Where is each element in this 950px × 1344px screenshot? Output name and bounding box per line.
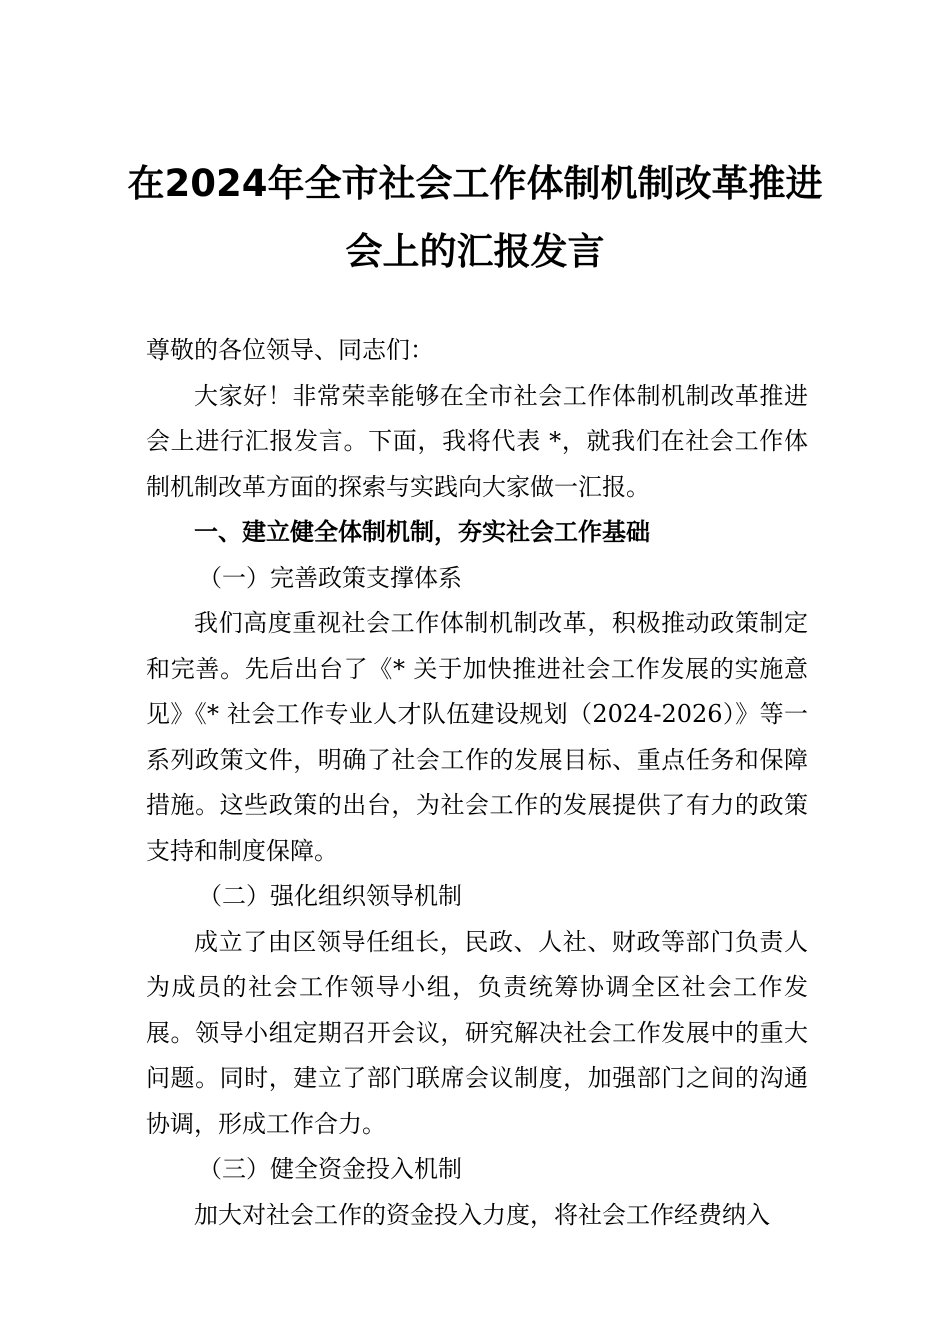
section-heading-1: 一、建立健全体制机制，夯实社会工作基础 bbox=[194, 518, 650, 546]
subsection-paragraph-1: 我们高度重视社会工作体制机制改革，积极推动政策制定和完善。先后出台了《* 关于加快推进社会工作发展的实施意见》《* 社会工作专业人才队伍建设规划（2024-2026）》等一系列政策文件，明确了社会工作的发展目标、重点任务和保障措施。这些政策的出台，为社会工作的发展提供了有力的政策支持和制度保障。 bbox=[146, 609, 808, 865]
subsection-paragraph-3: 加大对社会工作的资金投入力度，将社会工作经费纳入 bbox=[194, 1200, 770, 1229]
greeting: 尊敬的各位领导、同志们： bbox=[146, 336, 434, 364]
subsection-heading-3: （三）健全资金投入机制 bbox=[198, 1155, 462, 1183]
document-body bbox=[146, 328, 808, 1238]
intro-paragraph: 大家好！非常荣幸能够在全市社会工作体制机制改革推进会上进行汇报发言。下面，我将代表 *，就我们在社会工作体制机制改革方面的探索与实践向大家做一汇报。 bbox=[146, 381, 808, 501]
subsection-heading-2: （二）强化组织领导机制 bbox=[198, 882, 462, 910]
document-title-line-2: 会上的汇报发言 bbox=[345, 230, 605, 273]
document-title-line-1: 在2024年全市社会工作体制机制改革推进 bbox=[127, 162, 823, 205]
subsection-heading-1: （一）完善政策支撑体系 bbox=[198, 563, 462, 592]
subsection-paragraph-2: 成立了由区领导任组长，民政、人社、财政等部门负责人为成员的社会工作领导小组，负责统筹协调全区社会工作发展。领导小组定期召开会议，研究解决社会工作发展中的重大问题。同时，建立了部门联席会议制度，加强部门之间的沟通协调，形成工作合力。 bbox=[146, 927, 808, 1138]
